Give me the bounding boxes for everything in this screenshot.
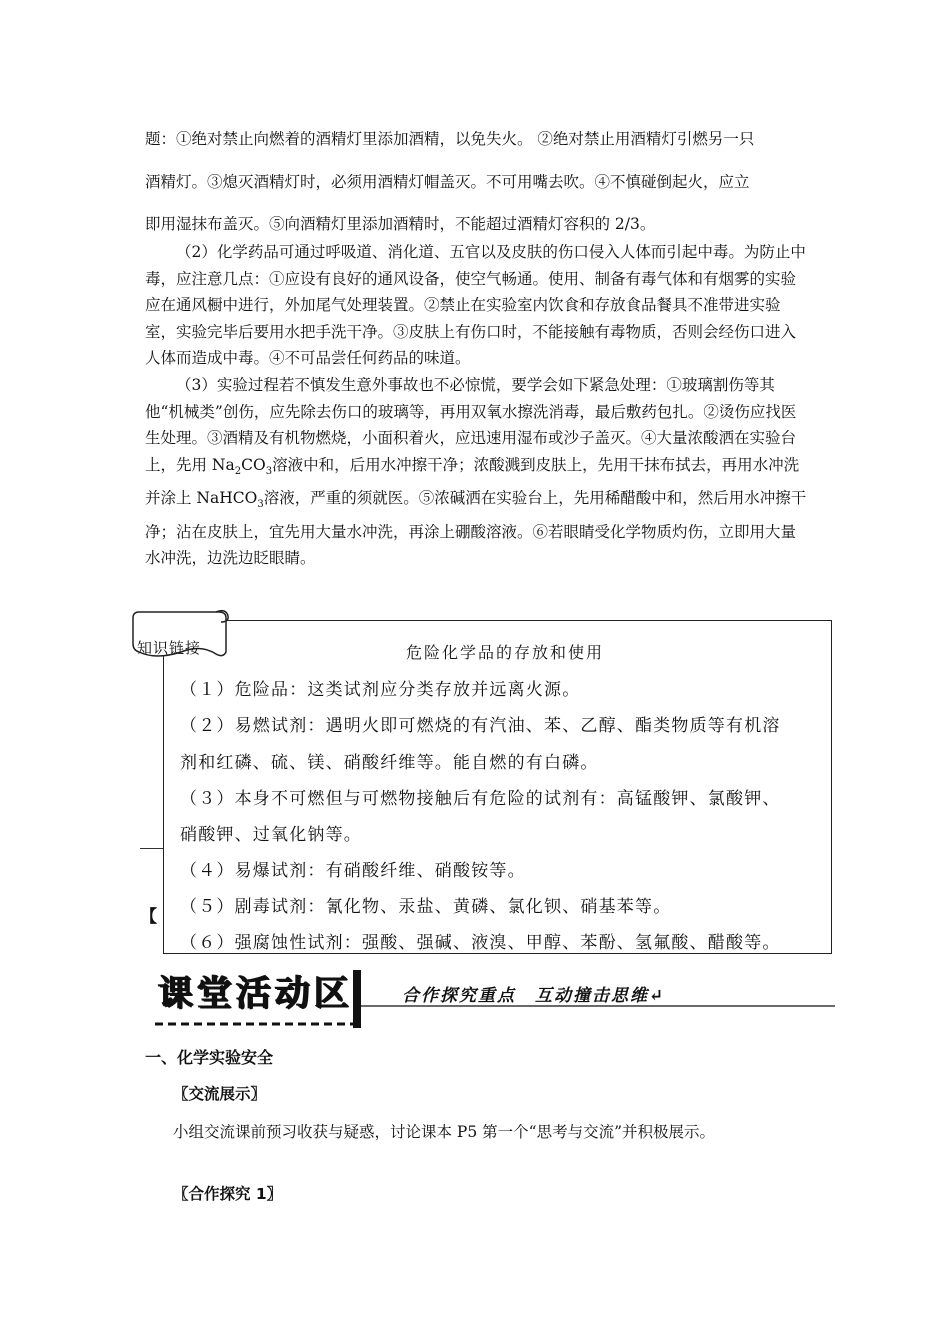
- body-line-2: 酒精灯。③熄灭酒精灯时，必须用酒精灯帽盖灭。不可用嘴去吹。④不慎碰倒起火，应立: [145, 173, 750, 191]
- exchange-text: 小组交流课前预习收获与疑惑，讨论课本 P5 第一个“思考与交流”并积极展示。: [173, 1123, 715, 1141]
- knowledge-link-title: 危险化学品的存放和使用: [405, 643, 604, 662]
- body-line-1: 题：①绝对禁止向燃着的酒精灯里添加酒精，以免失火。 ②绝对禁止用酒精灯引燃另一只: [145, 130, 755, 148]
- para3-text-3: 溶液中和，后用水冲擦干净；浓酸溅到皮肤上，先用干抹布拭去，再用水冲洗并涂上 NaHCO: [145, 455, 800, 508]
- body-line-3: 即用湿抹布盖灭。⑤向酒精灯里添加酒精时，不能超过酒精灯容积的 2/3。: [145, 215, 656, 233]
- para3-sub-1: 2: [234, 465, 242, 477]
- kl-item: （４）易爆试剂：有硝酸纤维、硝酸铵等。: [180, 861, 526, 881]
- banner-slogan: 合作探究重点 互动撞击思维↵: [402, 986, 666, 1006]
- para3-sub-3: 3: [257, 499, 264, 511]
- kl-item: （６）强腐蚀性试剂：强酸、强碱、液溴、甲醇、苯酚、氢氟酸、醋酸等。: [180, 933, 781, 953]
- para3-text-4: 溶液，严重的须就医。⑤浓碱洒在实验台上，先用稀醋酸中和，然后用水冲擦干净；沾在皮肤上，宜先用大量水冲洗，再涂上硼酸溶液。⑥若眼睛受化学物质灼伤，立即用大量水冲洗，边洗边眨眼睛。: [145, 489, 807, 568]
- kl-item: （１）危险品：这类试剂应分类存放并远离火源。: [180, 680, 581, 700]
- ghost-bracket: 【: [140, 907, 157, 927]
- subheading-exchange: 〖交流展示〗: [173, 1085, 267, 1103]
- knowledge-link-label: 知识链接: [137, 639, 202, 657]
- kl-item: 硝酸钾、过氧化钠等。: [180, 825, 362, 845]
- section-heading: 一、化学实验安全: [145, 1048, 274, 1067]
- kl-item: （５）剧毒试剂：氰化物、汞盐、黄磷、氯化钡、硝基苯等。: [180, 897, 672, 917]
- kl-item: （３）本身不可燃但与可燃物接触后有危险的试剂有：高锰酸钾、氯酸钾、: [180, 789, 781, 809]
- para3-text-2: CO: [241, 455, 266, 474]
- banner-title: 课堂活动区: [158, 974, 354, 1014]
- para3-sub-2: 3: [265, 465, 273, 477]
- paragraph-poisoning: （2）化学药品可通过呼吸道、消化道、五官以及皮肤的伤口侵入人体而引起中毒。为防止中毒，应注意几点：①应设有良好的通风设备，使空气畅通。使用、制备有毒气体和有烟雾的实验应在通风橱中进行，外加尾气处理装置。②禁止在实验室内饮食和存放食品餐具不准带进实验室，实验完毕后要用水把手洗干净。③皮肤上有伤口时，不能接触有毒物质，否则会经伤口进入人体而造成中毒。④不可品尝任何药品的味道。: [145, 243, 806, 367]
- kl-item: （２）易燃试剂：遇明火即可燃烧的有汽油、苯、乙醇、酯类物质等有机溶: [180, 716, 781, 736]
- paragraph-emergency: [145, 372, 810, 572]
- para3-text-1: （3）实验过程若不慎发生意外事故也不必惊慌，要学会如下紧急处理：①玻璃割伤等其他“机械类”创伤，应先除去伤口的玻璃等，再用双氧水擦洗消毒，最后敷药包扎。②烫伤应找医生处理。③酒精及有机物燃烧，小面积着火，应迅速用湿布或沙子盖灭。④大量浓酸洒在实验台上，先用 Na: [145, 376, 797, 474]
- ghost-rule: [140, 848, 164, 849]
- subheading-cooperate: 〖合作探究 1〗: [173, 1185, 283, 1203]
- kl-item: 剂和红磷、硫、镁、硝酸纤维等。能自燃的有白磷。: [180, 753, 599, 773]
